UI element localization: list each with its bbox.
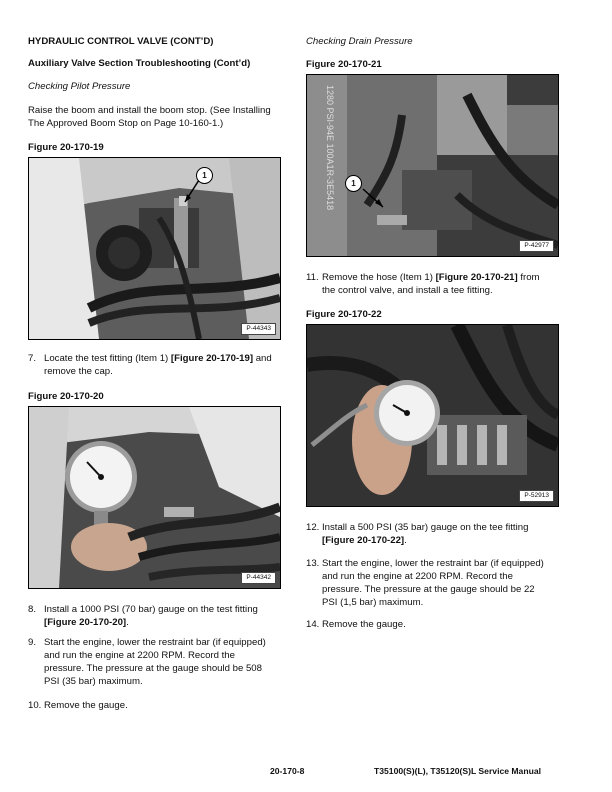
figure-20-photo [28, 406, 281, 589]
page-number: 20-170-8 [270, 766, 305, 776]
step-7-line-2: remove the cap. [44, 366, 113, 377]
step-9-number: 9. [28, 637, 37, 648]
subsection-title: Auxiliary Valve Section Troubleshooting (Cont’d) [28, 58, 251, 69]
figure-19-photo [28, 157, 281, 340]
step-9-line-3: pressure. The pressure at the gauge should be 508 [44, 663, 262, 674]
figure-22-photo-id: P-52913 [519, 490, 554, 502]
procedure-title-drain: Checking Drain Pressure [306, 36, 413, 47]
step-14-number: 14. [306, 619, 320, 630]
step-14-text: Remove the gauge. [322, 619, 406, 630]
step-13-number: 13. [306, 558, 320, 569]
step-11-text-b: from [517, 272, 540, 283]
step-7-figure-ref: [Figure 20-170-19] [170, 353, 254, 364]
figure-21-hose-print: 1280 PSI-94E 100A1R-3E5418 [325, 85, 335, 211]
step-7-text-b: and [253, 353, 272, 364]
step-13-line-1: Start the engine, lower the restraint bar (if equipped) [322, 558, 544, 569]
figure-20-photo-id: P-44342 [241, 572, 276, 584]
step-10-number: 10. [28, 700, 42, 711]
step-7-text-a: Locate the test fitting (Item 1) [44, 353, 171, 364]
procedure-title-pilot: Checking Pilot Pressure [28, 81, 131, 92]
figure-21-photo-id: P-42977 [519, 240, 554, 252]
step-12-line-1: Install a 500 PSI (35 bar) gauge on the tee fitting [322, 522, 529, 533]
figure-21-photo [306, 74, 559, 257]
figure-19-callout: 1 [196, 167, 213, 184]
figure-21-callout: 1 [345, 175, 362, 192]
figure-22-photo [306, 324, 559, 507]
step-12-number: 12. [306, 522, 320, 533]
step-13-line-3: pressure. The pressure at the gauge should be 22 [322, 584, 535, 595]
step-13-line-2: and run the engine at 2200 RPM. Record the [322, 571, 513, 582]
step-8-figure-ref: [Figure 20-170-20] [44, 617, 127, 628]
intro-line-1: Raise the boom and install the boom stop. (See Installing [28, 105, 271, 116]
step-12-tail: . [404, 535, 407, 546]
figure-19-photo-id: P-44343 [241, 323, 276, 335]
step-8-tail: . [126, 617, 129, 628]
figure-22-caption: Figure 20-170-22 [306, 309, 382, 320]
step-11-text-a: Remove the hose (Item 1) [322, 272, 436, 283]
step-8-number: 8. [28, 604, 37, 615]
step-11-number: 11. [306, 272, 319, 283]
figure-20-caption: Figure 20-170-20 [28, 391, 104, 402]
figure-19-caption: Figure 20-170-19 [28, 142, 104, 153]
step-8-line-1: Install a 1000 PSI (70 bar) gauge on the test fitting [44, 604, 258, 615]
step-10-text: Remove the gauge. [44, 700, 128, 711]
figure-21-caption: Figure 20-170-21 [306, 59, 382, 70]
step-9-line-4: PSI (35 bar) maximum. [44, 676, 143, 687]
step-11-line-2: the control valve, and install a tee fitting. [322, 285, 493, 296]
step-12-figure-ref: [Figure 20-170-22] [322, 535, 405, 546]
section-title: HYDRAULIC CONTROL VALVE (CONT’D) [28, 36, 214, 47]
step-11-figure-ref: [Figure 20-170-21] [435, 272, 518, 283]
step-9-line-2: and run the engine at 2200 RPM. Record the [44, 650, 235, 661]
step-7-number: 7. [28, 353, 37, 364]
intro-line-2: The Approved Boom Stop on Page 10-160-1.) [28, 118, 224, 129]
manual-title: T35100(S)(L), T35120(S)L Service Manual [374, 766, 542, 776]
step-9-line-1: Start the engine, lower the restraint bar (if equipped) [44, 637, 266, 648]
step-13-line-4: PSI (1,5 bar) maximum. [322, 597, 424, 608]
